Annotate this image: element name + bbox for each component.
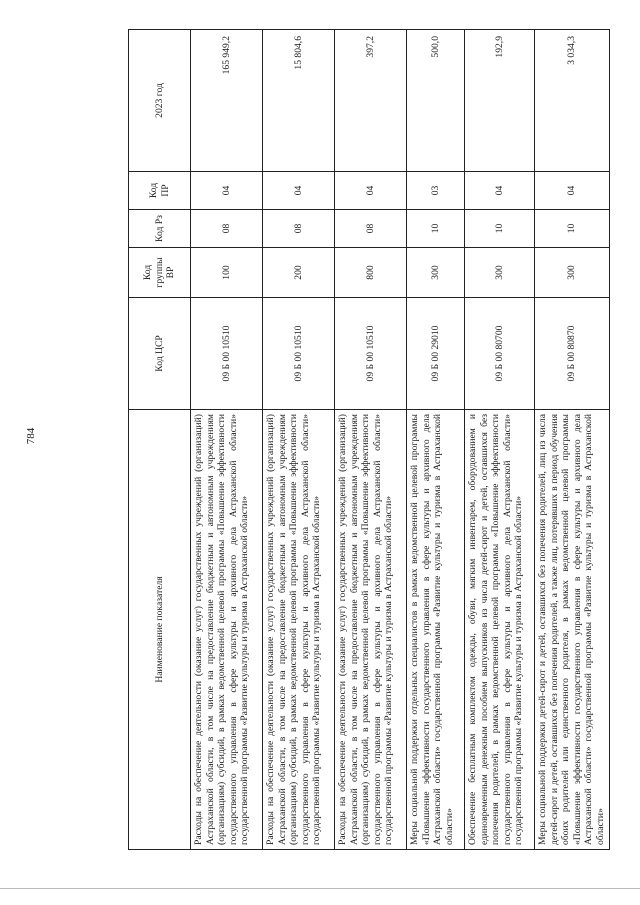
row-amount: 397,2 <box>335 30 407 172</box>
table-row <box>535 30 610 850</box>
row-name: Меры социальной поддержки отдельных специалистов в рамках ведомственной целевой программы «Повышение эффективности государственного управления в сфере культуры и архивного дела Астраханской области» государственной программы «Развитие культуры и туризма в Астраханской области» <box>407 410 465 850</box>
row-amount: 192,9 <box>465 30 535 172</box>
header-name: Наименование показателя <box>129 410 191 850</box>
page-number: 784 <box>25 427 37 445</box>
row-rz: 10 <box>535 210 610 248</box>
row-vr: 800 <box>335 248 407 298</box>
row-rz: 08 <box>335 210 407 248</box>
row-name: Меры социальной поддержки детей-сирот и детей, оставшихся без попечения родителей, лиц из числа детей-сирот и детей, оставшихся без попечения родителей, а также лиц, потерявших в период обучения обоих родителей или единственного родителя, в рамках ведомственной целевой программы «Повышение эффективности государственного управления в сфере культуры и архивного дела Астраханской области» государственной программы «Развитие культуры и туризма в Астраханской области» <box>535 410 610 850</box>
row-rz: 10 <box>465 210 535 248</box>
row-name: Расходы на обеспечение деятельности (оказание услуг) государственных учреждений (организаций) Астраханской области, в том числе на предоставление бюджетным и автономным учреждениям (организациям) субсидий, в рамках ведомственной целевой программы «Повышение эффективности государственного управления в сфере культуры и архивного дела Астраханской области» государственной программы «Развитие культуры и туризма в Астраханской области» <box>191 410 263 850</box>
row-amount: 165 949,2 <box>191 30 263 172</box>
row-csr: 09 Б 00 10510 <box>191 298 263 410</box>
row-rz: 08 <box>191 210 263 248</box>
row-csr: 09 Б 00 10510 <box>335 298 407 410</box>
row-pr: 04 <box>263 172 335 210</box>
row-vr: 300 <box>407 248 465 298</box>
row-pr: 04 <box>535 172 610 210</box>
row-rz: 08 <box>263 210 335 248</box>
row-pr: 03 <box>407 172 465 210</box>
table-row <box>263 30 335 850</box>
page-bottom-rule <box>0 888 640 889</box>
table-row <box>465 30 535 850</box>
table-row <box>407 30 465 850</box>
row-pr: 04 <box>191 172 263 210</box>
header-year: 2023 год <box>129 30 191 172</box>
row-vr: 300 <box>465 248 535 298</box>
row-amount: 3 034,3 <box>535 30 610 172</box>
row-csr: 09 Б 00 80700 <box>465 298 535 410</box>
header-vr: Код группы ВР <box>129 248 191 298</box>
header-csr: Код ЦСР <box>129 298 191 410</box>
row-rz: 10 <box>407 210 465 248</box>
row-vr: 300 <box>535 248 610 298</box>
row-vr: 200 <box>263 248 335 298</box>
header-rz: Код Рз <box>129 210 191 248</box>
row-pr: 04 <box>465 172 535 210</box>
header-pr: Код ПР <box>129 172 191 210</box>
row-csr: 09 Б 00 80870 <box>535 298 610 410</box>
budget-table <box>128 29 610 850</box>
row-amount: 500,0 <box>407 30 465 172</box>
row-amount: 15 804,6 <box>263 30 335 172</box>
row-csr: 09 Б 00 29010 <box>407 298 465 410</box>
table-row <box>335 30 407 850</box>
row-vr: 100 <box>191 248 263 298</box>
rotated-table-sheet <box>128 30 604 850</box>
row-name: Расходы на обеспечение деятельности (оказание услуг) государственных учреждений (организаций) Астраханской области, в том числе на предоставление бюджетным и автономным учреждениям (организациям) субсидий, в рамках ведомственной целевой программы «Повышение эффективности государственного управления в сфере культуры и архивного дела Астраханской области» государственной программы «Развитие культуры и туризма в Астраханской области» <box>335 410 407 850</box>
row-pr: 04 <box>335 172 407 210</box>
row-name: Расходы на обеспечение деятельности (оказание услуг) государственных учреждений (организаций) Астраханской области, в том числе на предоставление бюджетным и автономным учреждениям (организациям) субсидий, в рамках ведомственной целевой программы «Повышение эффективности государственного управления в сфере культуры и архивного дела Астраханской области» государственной программы «Развитие культуры и туризма в Астраханской области» <box>263 410 335 850</box>
table-header-row <box>129 30 191 850</box>
row-csr: 09 Б 00 10510 <box>263 298 335 410</box>
table-row <box>191 30 263 850</box>
row-name: Обеспечение бесплатным комплектом одежды, обуви, мягким инвентарем, оборудованием и единовременным денежным пособием выпускников из числа детей-сирот и детей, оставшихся без попечения родителей, в рамках ведомственной целевой программы «Повышение эффективности государственного управления в сфере культуры и архивного дела Астраханской области» государственной программы «Развитие культуры и туризма в Астраханской области» <box>465 410 535 850</box>
